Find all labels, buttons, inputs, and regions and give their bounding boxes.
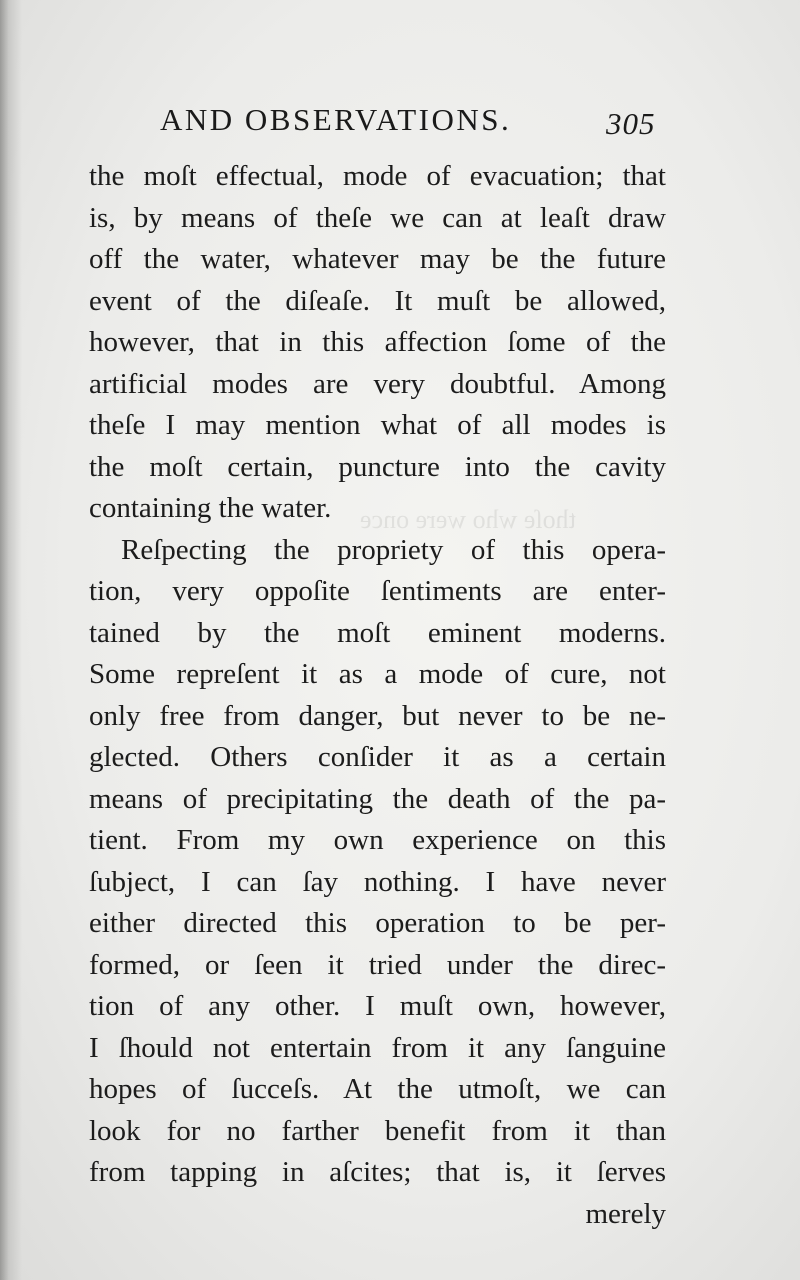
- body-text: [89, 156, 666, 1235]
- text-line: is, by means of theſe we can at leaſt draw: [89, 201, 666, 234]
- text-line: look for no farther benefit from it than: [89, 1114, 666, 1147]
- text-line: containing the water.: [89, 492, 332, 524]
- text-line: tion, very oppoſite ſentiments are enter-: [89, 575, 666, 607]
- text-line: theſe I may mention what of all modes is: [89, 409, 666, 441]
- text-line: from tapping in aſcites; that is, it ſerves: [89, 1156, 666, 1188]
- text-line: the moſt effectual, mode of evacuation; that: [89, 160, 666, 192]
- text-line: tion of any other. I muſt own, however,: [89, 990, 666, 1022]
- paragraph-first-line: Reſpecting the propriety of this opera-: [121, 533, 666, 566]
- text-line: tained by the moſt eminent moderns.: [89, 616, 666, 649]
- text-line: however, that in this affection ſome of the: [89, 326, 666, 358]
- text-line: artificial modes are very doubtful. Among: [89, 367, 666, 400]
- catchword: merely: [585, 1197, 666, 1230]
- text-line: hopes of ſucceſs. At the utmoſt, we can: [89, 1073, 666, 1105]
- text-line: I ſhould not entertain from it any ſanguine: [89, 1031, 666, 1064]
- text-line: ſubject, I can ſay nothing. I have never: [89, 865, 666, 898]
- text-line: glected. Others conſider it as a certain: [89, 741, 666, 773]
- text-line: either directed this operation to be per-: [89, 907, 666, 939]
- text-line: tient. From my own experience on this: [89, 824, 666, 856]
- spine-shadow: [0, 0, 22, 1280]
- text-line: Some repreſent it as a mode of cure, not: [89, 658, 666, 690]
- running-head: AND OBSERVATIONS.: [160, 102, 512, 137]
- text-line: only free from danger, but never to be ne-: [89, 699, 666, 732]
- text-line: means of precipitating the death of the pa-: [89, 782, 666, 815]
- page-number: 305: [606, 106, 656, 141]
- show-through-text: thoſe who were once: [360, 505, 576, 534]
- text-line: event of the diſeaſe. It muſt be allowed,: [89, 284, 666, 317]
- text-line: off the water, whatever may be the future: [89, 243, 666, 275]
- text-line: the moſt certain, puncture into the cavity: [89, 450, 666, 483]
- text-line: formed, or ſeen it tried under the direc-: [89, 948, 666, 981]
